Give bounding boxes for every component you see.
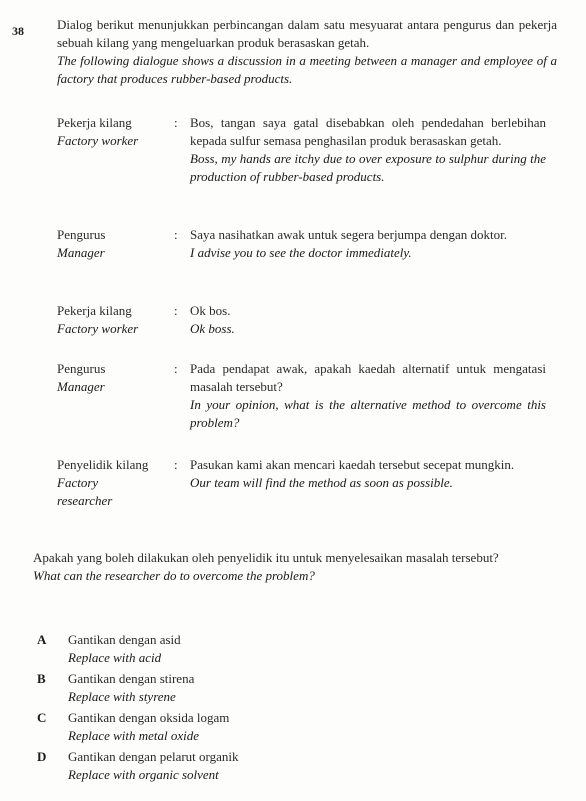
utterance-malay: Pada pendapat awak, apakah kaedah alternatif untuk mengatasi masalah tersebut? xyxy=(190,361,546,394)
prompt-english: What can the researcher do to overcome the problem? xyxy=(33,568,315,583)
option-letter-d: D xyxy=(37,749,47,764)
dialogue-colon: : xyxy=(174,115,178,130)
speaker-malay: Penyelidik kilang xyxy=(57,457,149,472)
dialogue-colon: : xyxy=(174,227,178,242)
question-number: 38 xyxy=(12,24,24,38)
dialogue-speaker-3 xyxy=(57,302,165,338)
option-letter-b: B xyxy=(37,671,46,686)
option-english: Replace with styrene xyxy=(68,689,176,704)
dialogue-utterance-3 xyxy=(190,302,546,338)
utterance-malay: Saya nasihatkan awak untuk segera berjumpa dengan doktor. xyxy=(190,227,507,242)
option-d[interactable] xyxy=(68,748,239,784)
option-c[interactable] xyxy=(68,709,229,745)
speaker-english: Factory worker xyxy=(57,321,139,336)
dialogue-colon: : xyxy=(174,457,178,472)
dialogue-utterance-4 xyxy=(190,360,546,432)
utterance-malay: Pasukan kami akan mencari kaedah tersebut secepat mungkin. xyxy=(190,457,515,472)
speaker-malay: Pengurus xyxy=(57,227,106,242)
option-malay: Gantikan dengan oksida logam xyxy=(68,710,230,725)
option-a[interactable] xyxy=(68,631,181,667)
question-intro xyxy=(57,16,557,88)
speaker-english: Manager xyxy=(57,245,105,260)
speaker-english: Manager xyxy=(57,379,105,394)
utterance-english: Ok boss. xyxy=(190,321,235,336)
speaker-english: Factory worker xyxy=(57,133,139,148)
option-letter-c: C xyxy=(37,710,47,725)
option-malay: Gantikan dengan asid xyxy=(68,632,181,647)
dialogue-speaker-4 xyxy=(57,360,165,396)
option-b[interactable] xyxy=(68,670,194,706)
utterance-english: Boss, my hands are itchy due to over exposure to sulphur during the production of rubber-based products. xyxy=(190,151,546,184)
option-letter-a: A xyxy=(37,632,47,647)
dialogue-speaker-2 xyxy=(57,226,165,262)
option-english: Replace with metal oxide xyxy=(68,728,200,743)
utterance-english: Our team will find the method as soon as possible. xyxy=(190,475,453,490)
utterance-english: I advise you to see the doctor immediately. xyxy=(190,245,412,260)
speaker-malay: Pekerja kilang xyxy=(57,303,132,318)
speaker-english: Factory researcher xyxy=(57,475,113,508)
option-malay: Gantikan dengan pelarut organik xyxy=(68,749,239,764)
speaker-malay: Pekerja kilang xyxy=(57,115,132,130)
intro-malay: Dialog berikut menunjukkan perbincangan dalam satu mesyuarat antara pengurus dan pekerja sebuah kilang yang mengeluarkan produk berasaskan getah. xyxy=(57,17,557,50)
question-prompt xyxy=(33,549,546,585)
dialogue-utterance-1 xyxy=(190,114,546,186)
utterance-english: In your opinion, what is the alternative method to overcome this problem? xyxy=(190,397,546,430)
intro-english: The following dialogue shows a discussion in a meeting between a manager and employee of a factory that produces rubber-based products. xyxy=(57,53,557,86)
dialogue-speaker-5 xyxy=(57,456,153,510)
prompt-malay: Apakah yang boleh dilakukan oleh penyelidik itu untuk menyelesaikan masalah tersebut? xyxy=(33,550,499,565)
dialogue-speaker-1 xyxy=(57,114,165,150)
dialogue-utterance-5 xyxy=(190,456,546,492)
option-english: Replace with acid xyxy=(68,650,162,665)
dialogue-utterance-2 xyxy=(190,226,546,262)
dialogue-colon: : xyxy=(174,361,178,376)
dialogue-colon: : xyxy=(174,303,178,318)
speaker-malay: Pengurus xyxy=(57,361,106,376)
option-english: Replace with organic solvent xyxy=(68,767,219,782)
utterance-malay: Bos, tangan saya gatal disebabkan oleh pendedahan berlebihan kepada sulfur semasa penghasilan produk berasaskan getah. xyxy=(190,115,546,148)
option-malay: Gantikan dengan stirena xyxy=(68,671,195,686)
utterance-malay: Ok bos. xyxy=(190,303,231,318)
